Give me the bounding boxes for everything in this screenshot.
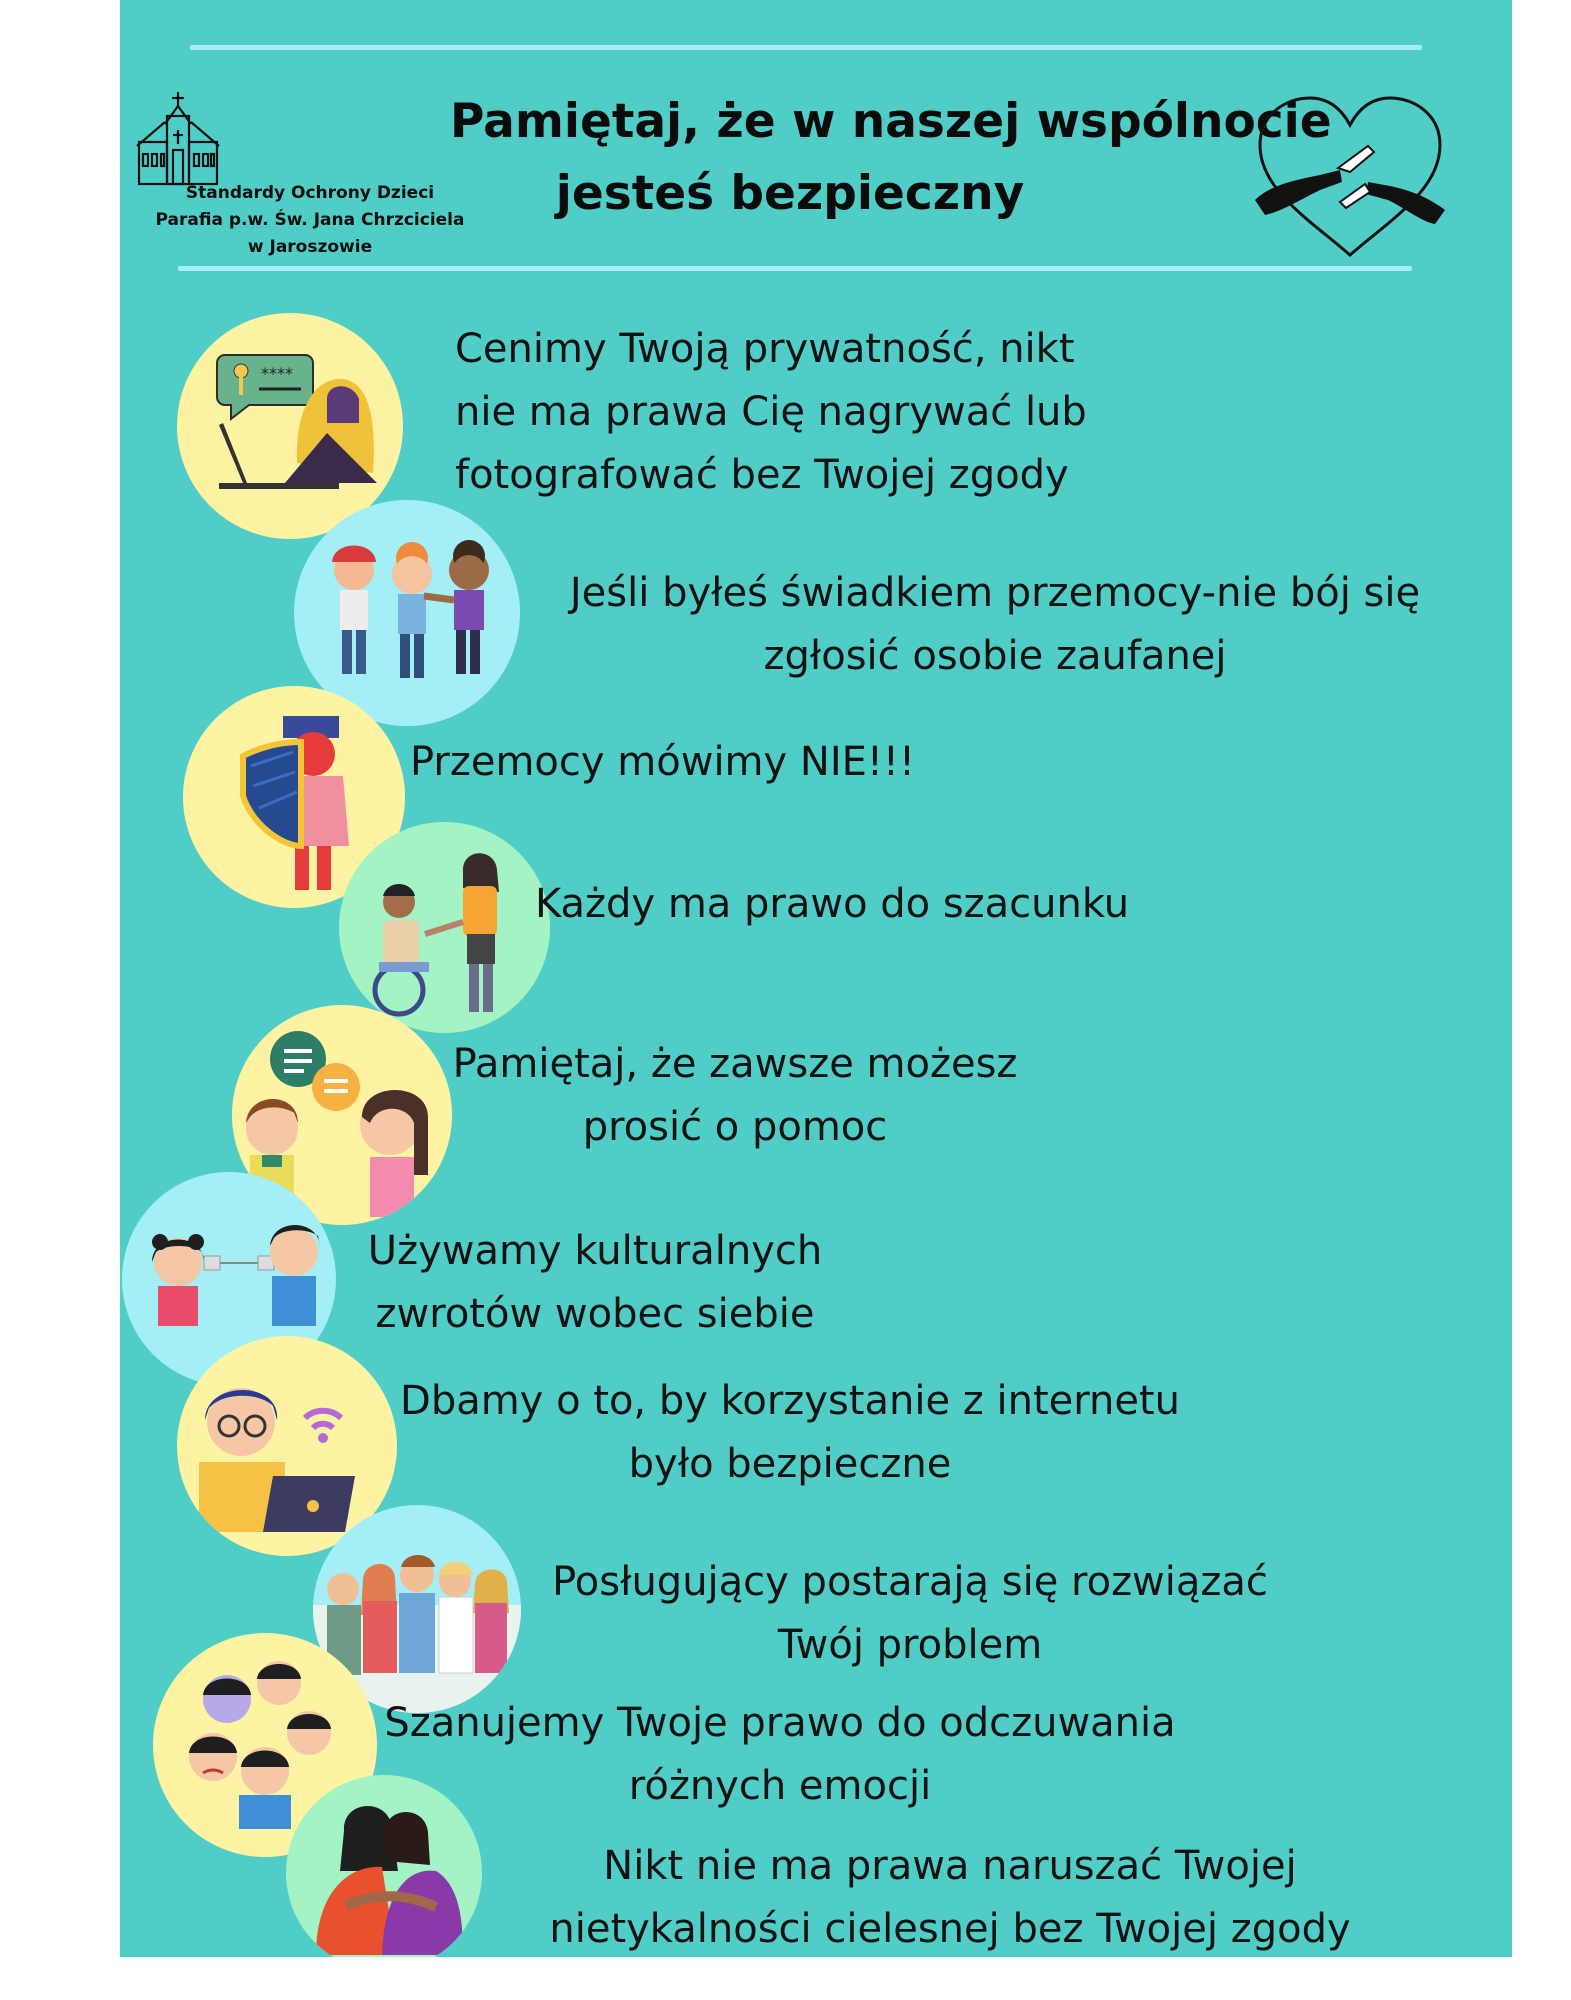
message-emotions (345, 1692, 1215, 1818)
message-line: prosić o pomoc (582, 1104, 888, 1150)
message-line: zwrotów wobec siebie (375, 1291, 815, 1337)
message-line: Każdy ma prawo do szacunku (535, 881, 1130, 927)
church-icon (133, 90, 223, 186)
message-line: Pamiętaj, że zawsze możesz (452, 1041, 1018, 1087)
message-bodily-integrity (510, 1835, 1390, 1957)
message-line: Posługujący postarają się rozwiązać (552, 1559, 1268, 1605)
message-privacy (455, 318, 1087, 507)
message-violence (410, 731, 970, 794)
message-line: różnych emocji (628, 1763, 932, 1809)
message-line: nietykalności cielesnej bez Twojej zgody (549, 1906, 1351, 1952)
header-divider (178, 266, 1412, 271)
page-title (450, 86, 1332, 230)
message-line: Jeśli byłeś świadkiem przemocy-nie bój się (569, 570, 1421, 616)
top-divider (190, 45, 1422, 50)
message-line: zgłosić osobie zaufanej (763, 633, 1227, 679)
message-line: Cenimy Twoją prywatność, nikt (455, 326, 1075, 372)
message-internet (365, 1370, 1215, 1496)
respect-illustration (339, 822, 550, 1033)
title-line: jesteś bezpieczny (555, 166, 1025, 221)
hacker-laptop-icon (177, 313, 403, 539)
heart-hands-icon (1250, 90, 1450, 260)
message-respect (535, 873, 1185, 936)
message-line: Szanujemy Twoje prawo do odczuwania (384, 1700, 1176, 1746)
organization-name (140, 180, 480, 261)
message-line: nie ma prawa Cię nagrywać lub (455, 389, 1087, 435)
message-line: Używamy kulturalnych (367, 1228, 823, 1274)
message-line: Twój problem (777, 1622, 1043, 1668)
wheelchair-friends-icon (339, 822, 550, 1033)
svg-text:****: **** (261, 364, 293, 383)
message-line: Przemocy mówimy NIE!!! (410, 739, 915, 785)
message-line: Dbamy o to, by korzystanie z internetu (400, 1378, 1180, 1424)
privacy-illustration (177, 313, 403, 539)
title-line: Pamiętaj, że w naszej wspólnocie (450, 94, 1332, 149)
message-line: Nikt nie ma prawa naruszać Twojej (603, 1843, 1297, 1889)
message-polite (330, 1220, 860, 1346)
message-ministers (500, 1551, 1320, 1677)
message-line: było bezpieczne (628, 1441, 952, 1487)
message-line: fotografować bez Twojej zgody (455, 452, 1069, 498)
message-help (425, 1033, 1045, 1159)
organization-line: Parafia p.w. Św. Jana Chrzciciela (155, 210, 465, 230)
poster (120, 0, 1512, 1957)
organization-line: Standardy Ochrony Dzieci (185, 183, 435, 203)
message-witness (525, 562, 1465, 688)
organization-line: w Jaroszowie (247, 237, 373, 257)
